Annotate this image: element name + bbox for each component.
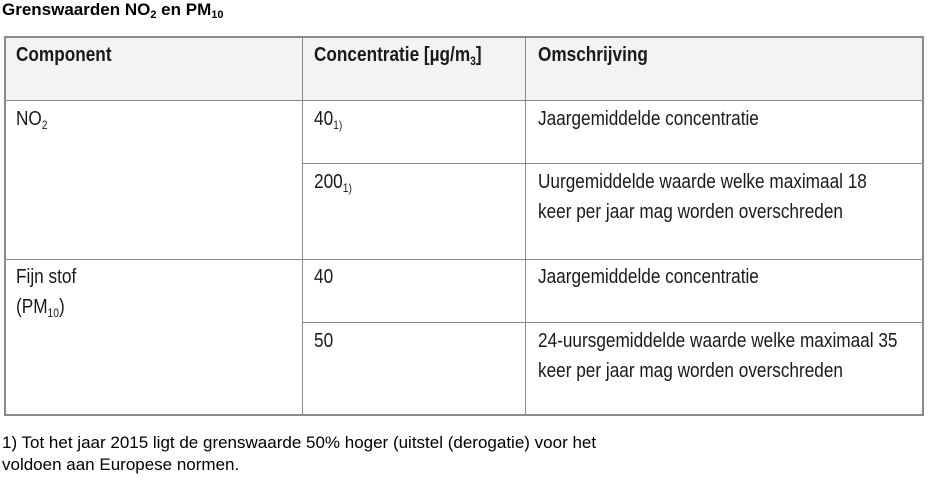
pm10-description-daily: 24-uursgemiddelde waarde welke maximaal 35 keer per jaar mag worden overschreden (538, 330, 898, 382)
pm10-description-annual: Jaargemiddelde concentratie (538, 266, 759, 288)
footnote-line-1: 1) Tot het jaar 2015 ligt de grenswaarde 50% hoger (uitstel (derogatie) voor het (2, 433, 597, 452)
title-subscript-10: 10 (211, 9, 224, 21)
pm10-value-50: 50 (314, 330, 334, 352)
title-text-part2: en PM (156, 0, 212, 19)
no2-description-annual: Jaargemiddelde concentratie (538, 108, 759, 130)
header-concentration: Concentratie $[\mu g/m_3]$ (314, 44, 482, 68)
pm10-value-40: 40 (314, 266, 334, 288)
component-pm10: Fijn stof $(PM_{10})$ (16, 266, 77, 320)
limit-values-table (4, 36, 924, 416)
no2-value-40: $40_{1)}$ (314, 108, 343, 132)
column-divider-1 (302, 38, 303, 414)
document-title (2, 0, 224, 22)
footnote (2, 432, 902, 476)
component-no2: $NO_2$ (16, 108, 48, 132)
no2-description-hourly: Uurgemiddelde waarde welke maximaal 18 keer per jaar mag worden overschreden (538, 171, 867, 223)
footnote-line-2: voldoen aan Europese normen. (2, 455, 240, 474)
title-text-part1: Grenswaarden NO (2, 0, 151, 19)
header-divider (6, 100, 922, 101)
pm10-row-divider (302, 322, 922, 323)
header-description: Omschrijving (538, 44, 648, 66)
header-component: Component (16, 44, 112, 66)
no2-row-divider (302, 163, 922, 164)
component-divider (6, 259, 922, 260)
title-subscript-2: 2 (150, 9, 157, 21)
no2-value-200: $200_{1)}$ (314, 171, 352, 195)
column-divider-2 (525, 38, 526, 414)
